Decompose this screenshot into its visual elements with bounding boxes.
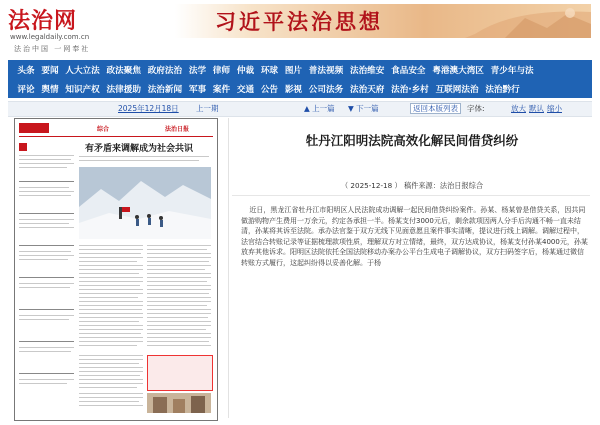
paper-text-line <box>147 245 211 246</box>
nav-item[interactable]: 普法视频 <box>308 65 344 76</box>
article-date: （ 2025-12-18 ） <box>340 181 402 190</box>
article-paragraph: 近日，黑龙江省牡丹江市阳明区人民法院成功调解一起民间借贷纠纷案件。孙某、杨某曾是借贷关系，因共同做游购物产生费用一万余元，约定各承担一半。杨某支付3000元后，剩余款项因两人分手后沟通不畅一直未结清，孙某将其诉至法院。承办法官鉴于双方无线下见面意愿且案件事实清晰，提议进行线上调解。调解过程中，法官结合转账记录等证据梳理款项性质，理解双方对立情绪，最终，双方达成协议，杨某支付孙某4000元，孙某放弃其他诉求。阳明区法院依托全国法院移动办案办公平台生成电子调解协议，双方扫码签字后，杨某通过微信转账方式履行，这起纠纷得以妥善化解。 <box>241 206 588 267</box>
prev-edition-link[interactable]: 上一期 <box>196 104 219 113</box>
paper-text-line <box>147 289 211 290</box>
next-article-link[interactable] <box>348 103 379 114</box>
paper-body-columns <box>79 243 211 413</box>
paper-text-line <box>19 315 74 316</box>
paper-text-line <box>79 309 142 310</box>
paper-subhead-rule <box>79 156 209 157</box>
nav-item[interactable]: 仲裁 <box>236 65 255 76</box>
paper-text-line <box>79 321 139 322</box>
paper-text-line <box>79 257 143 258</box>
paper-text-line <box>79 405 143 406</box>
paper-text-line <box>79 285 140 286</box>
paper-text-line <box>147 301 211 302</box>
paper-text-line <box>147 321 211 322</box>
paper-text-line <box>147 325 211 326</box>
nav-item[interactable]: 军事 <box>188 84 207 95</box>
paper-text-line <box>79 245 143 246</box>
paper-left-column <box>19 141 75 411</box>
paper-section-label: 综合 <box>97 126 110 133</box>
paper-text-line <box>79 363 139 364</box>
paper-bullet-icon <box>19 143 27 151</box>
nav-item[interactable]: 影视 <box>284 84 303 95</box>
nav-item[interactable]: 法治黔行 <box>485 84 520 95</box>
paper-text-line <box>147 329 206 330</box>
paper-text-line <box>79 269 143 270</box>
paper-text-line <box>79 305 143 306</box>
paper-text-line <box>147 281 207 282</box>
paper-text-line <box>19 351 71 352</box>
paper-text-line <box>19 341 74 342</box>
title-rule <box>232 195 590 196</box>
paper-text-line <box>19 155 74 156</box>
paper-text-line <box>147 285 211 286</box>
nav-item[interactable]: 法学 <box>188 65 207 76</box>
paper-masthead: 法治日报 <box>165 126 190 133</box>
paper-highlighted-article[interactable] <box>147 355 213 391</box>
paper-text-line <box>79 253 141 254</box>
paper-text-line <box>147 305 207 306</box>
up-arrow-icon: ▲ <box>304 104 310 113</box>
paper-text-line <box>79 273 139 274</box>
paper-text-line <box>79 341 143 342</box>
paper-text-line <box>147 317 208 318</box>
paper-text-line <box>79 333 141 334</box>
paper-text-line <box>79 293 143 294</box>
nav-item[interactable]: 头条 <box>17 65 35 76</box>
paper-lead-photo <box>79 167 211 239</box>
newspaper-page-image[interactable] <box>14 118 218 421</box>
paper-text-line <box>19 159 71 160</box>
paper-text-line <box>147 265 211 266</box>
column-divider <box>228 118 229 418</box>
article-source: 稿件来源：法治日报综合 <box>403 181 484 190</box>
paper-text-line <box>19 251 71 252</box>
paper-text-line <box>19 309 74 310</box>
paper-text-line <box>79 383 143 384</box>
nav-item[interactable]: 案件 <box>212 84 231 95</box>
nav-item[interactable]: 要闻 <box>41 65 59 76</box>
paper-text-line <box>19 283 74 284</box>
nav-item[interactable]: 法治天府 <box>349 84 385 95</box>
paper-text-line <box>79 397 143 398</box>
paper-text-line <box>79 367 143 368</box>
paper-text-line <box>147 277 211 278</box>
paper-text-line <box>79 371 143 372</box>
nav-item[interactable]: 法治新闻 <box>147 84 183 95</box>
paper-text-line <box>19 213 74 214</box>
nav-item[interactable]: 公告 <box>260 84 279 95</box>
paper-text-line <box>19 259 68 260</box>
paper-text-line <box>19 319 69 320</box>
paper-text-line <box>147 273 211 274</box>
font-size-label: 字体: <box>467 104 485 113</box>
paper-text-line <box>79 401 139 402</box>
site-url: www.legaldaily.com.cn <box>10 33 90 41</box>
paper-bottom-photo <box>147 393 211 413</box>
paper-text-line <box>19 227 74 228</box>
main-navigation <box>8 60 592 98</box>
paper-text-line <box>79 359 143 360</box>
paper-text-line <box>147 333 211 334</box>
font-enlarge-link[interactable]: 放大 <box>511 104 526 113</box>
nav-item[interactable]: 交通 <box>236 84 255 95</box>
paper-header-rule <box>19 136 213 137</box>
back-to-list-button[interactable]: 返回本版列表 <box>410 103 461 114</box>
nav-item[interactable]: 青少年与法 <box>490 65 534 76</box>
paper-text-line <box>147 313 211 314</box>
paper-text-line <box>79 313 143 314</box>
paper-text-line <box>147 249 207 250</box>
nav-row-secondary <box>8 79 598 98</box>
paper-text-line <box>19 187 69 188</box>
paper-text-line <box>19 277 74 278</box>
font-shrink-link[interactable]: 缩小 <box>547 104 562 113</box>
paper-lead-headline: 有矛盾来调解成为社会共识 <box>85 144 194 154</box>
nav-item[interactable]: 政法聚焦 <box>106 65 141 76</box>
paper-text-line <box>147 297 211 298</box>
paper-text-line <box>147 293 209 294</box>
banner-title: 习近平法治思想 <box>215 9 383 34</box>
paper-text-line <box>79 379 143 380</box>
paper-text-line <box>19 167 67 168</box>
edition-date-link[interactable]: 2025年12月18日 <box>118 104 179 113</box>
nav-item[interactable]: 法律援助 <box>106 84 141 95</box>
nav-item[interactable]: 粤港澳大湾区 <box>432 65 484 76</box>
paper-text-line <box>147 269 205 270</box>
nav-item[interactable]: 互联网法治 <box>435 84 479 95</box>
paper-text-line <box>79 337 143 338</box>
font-default-link[interactable]: 默认 <box>529 104 544 113</box>
nav-item[interactable]: 法治维安 <box>349 65 385 76</box>
paper-text-line <box>79 261 137 262</box>
article-meta <box>232 181 592 191</box>
nav-item[interactable]: 公司法务 <box>308 84 344 95</box>
site-slogan: 法治中国 一网奉社 <box>14 45 91 53</box>
paper-text-line <box>79 249 143 250</box>
paper-text-line <box>79 387 137 388</box>
paper-text-line <box>19 383 67 384</box>
paper-text-line <box>19 195 71 196</box>
nav-item[interactable]: 图片 <box>284 65 303 76</box>
paper-subhead-rule <box>79 160 199 161</box>
paper-text-line <box>79 297 138 298</box>
paper-text-line <box>79 301 143 302</box>
paper-text-line <box>19 181 74 182</box>
down-arrow-icon: ▼ <box>348 104 354 113</box>
paper-page-number <box>19 123 49 133</box>
article-author: 于杨 <box>367 258 381 267</box>
next-article-label: 下一篇 <box>356 104 379 113</box>
paper-text-line <box>19 255 74 256</box>
nav-item[interactable]: 知识产权 <box>65 84 100 95</box>
site-logo[interactable]: 法治网 <box>8 8 78 34</box>
paper-text-line <box>79 393 143 394</box>
paper-text-line <box>147 309 211 310</box>
paper-text-line <box>79 345 137 346</box>
nav-item[interactable]: 食品安全 <box>391 65 426 76</box>
paper-text-line <box>79 325 143 326</box>
paper-text-line <box>79 277 143 278</box>
paper-text-line <box>79 329 143 330</box>
edition-toolbar <box>8 101 592 117</box>
paper-text-line <box>79 281 143 282</box>
nav-item[interactable]: 环球 <box>260 65 279 76</box>
prev-article-label: 上一篇 <box>312 104 335 113</box>
prev-article-link[interactable] <box>304 103 335 114</box>
paper-text-line <box>19 245 74 246</box>
article-body <box>241 205 589 269</box>
paper-text-line <box>19 379 74 380</box>
paper-text-line <box>19 219 74 220</box>
nav-row-primary <box>8 60 598 79</box>
paper-text-line <box>19 191 74 192</box>
paper-text-line <box>147 345 211 346</box>
paper-text-line <box>19 223 69 224</box>
paper-text-line <box>147 337 211 338</box>
paper-text-line <box>147 341 209 342</box>
nav-item[interactable]: 政府法治 <box>147 65 183 76</box>
nav-item[interactable]: 舆情 <box>41 84 59 95</box>
paper-text-line <box>147 253 211 254</box>
paper-text-line <box>147 261 209 262</box>
paper-text-line <box>19 287 70 288</box>
paper-text-line <box>19 373 74 374</box>
paper-text-line <box>79 265 143 266</box>
paper-text-line <box>147 257 211 258</box>
nav-item[interactable]: 律师 <box>212 65 231 76</box>
nav-item[interactable]: 法治·乡村 <box>391 84 429 95</box>
article-title: 牡丹江阳明法院高效化解民间借贷纠纷 <box>305 133 519 148</box>
paper-text-line <box>79 289 143 290</box>
paper-text-line <box>19 163 74 164</box>
nav-item[interactable]: 人大立法 <box>65 65 100 76</box>
nav-item[interactable]: 评论 <box>17 84 35 95</box>
paper-text-line <box>79 317 143 318</box>
paper-text-line <box>79 375 140 376</box>
paper-text-line <box>19 347 74 348</box>
paper-text-line <box>79 355 143 356</box>
